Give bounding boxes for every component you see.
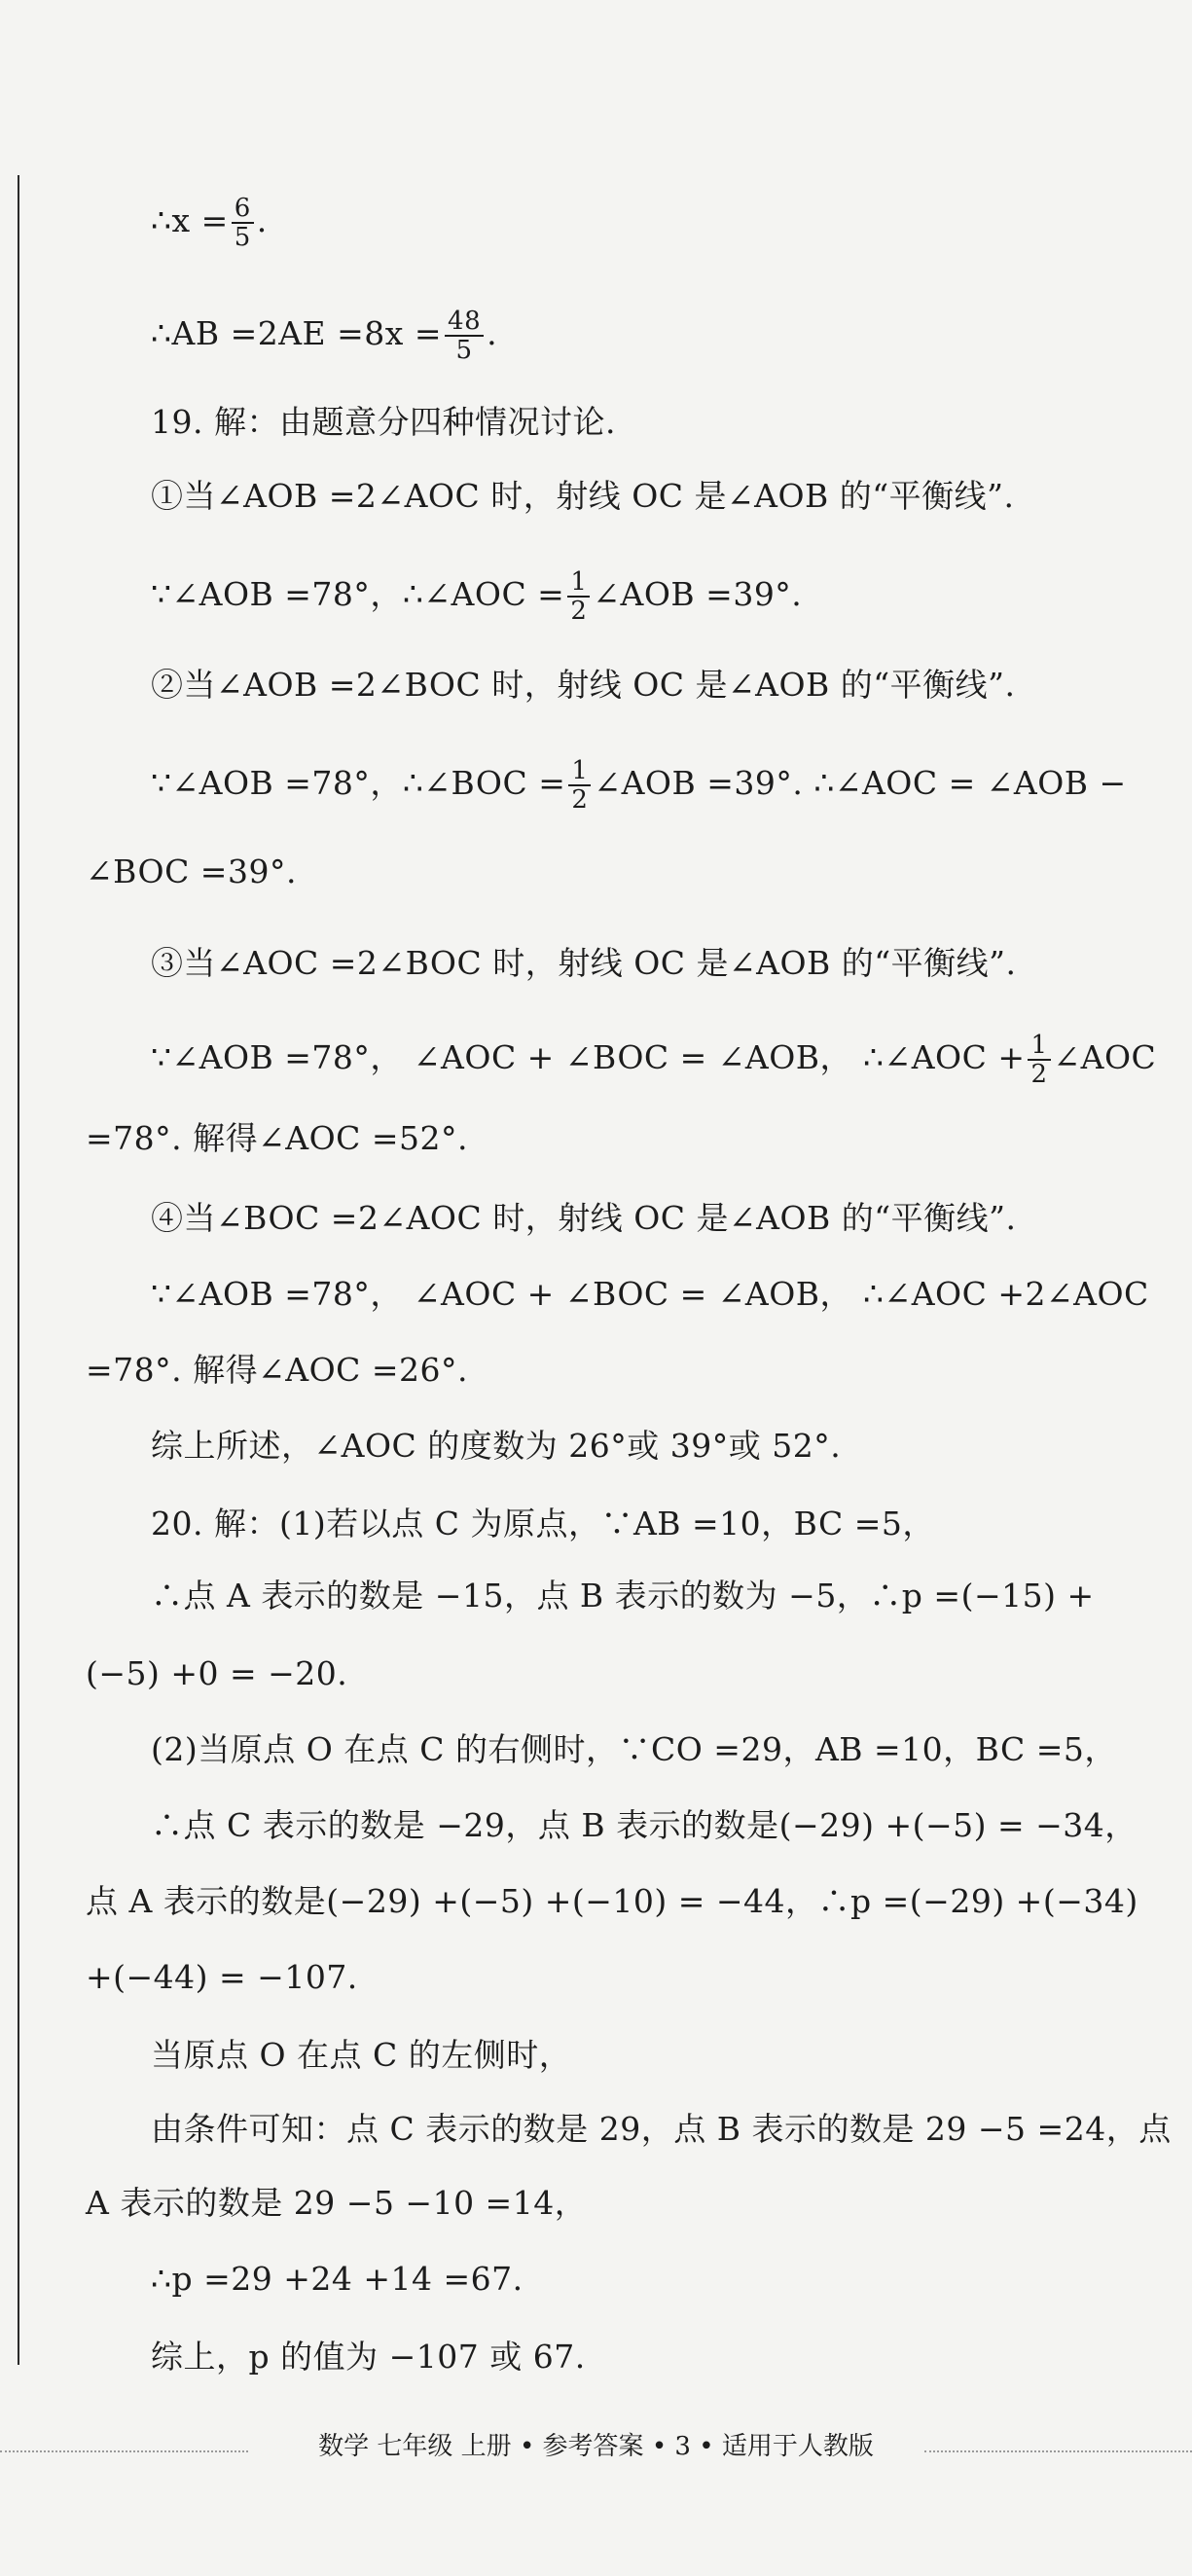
fraction-denominator: 5 bbox=[455, 336, 473, 365]
text-line bbox=[86, 1958, 358, 1997]
text-line bbox=[151, 1730, 1117, 1769]
line-text: 由条件可知：点 C 表示的数是 29，点 B 表示的数是 29 −5 =24，点 bbox=[151, 2110, 1172, 2148]
line-text: 综上所述，∠AOC 的度数为 26°或 39°或 52°. bbox=[151, 1427, 842, 1465]
fraction-denominator: 5 bbox=[234, 223, 251, 252]
text-line bbox=[151, 1275, 1149, 1314]
text-line bbox=[151, 2036, 571, 2075]
line-text: ①当∠AOB =2∠AOC 时，射线 OC 是∠AOB 的“平衡线”. bbox=[151, 477, 1015, 515]
line-text: ∴点 C 表示的数是 −29，点 B 表示的数是(−29) +(−5) = −34， bbox=[151, 1806, 1138, 1844]
line-text: ∠BOC =39°. bbox=[86, 853, 297, 890]
fraction-numerator: 48 bbox=[445, 308, 484, 337]
line-text: ∵∠AOB =78°，∴∠AOC = bbox=[151, 575, 565, 613]
text-line bbox=[151, 1199, 1017, 1238]
text-line bbox=[86, 2184, 587, 2223]
line-text: ③当∠AOC =2∠BOC 时，射线 OC 是∠AOB 的“平衡线”. bbox=[151, 944, 1017, 982]
fraction-denominator: 2 bbox=[570, 597, 588, 626]
text-line bbox=[86, 1351, 468, 1390]
fraction-denominator: 2 bbox=[1030, 1060, 1048, 1089]
fraction-numerator: 1 bbox=[1028, 1032, 1050, 1061]
text-line bbox=[151, 944, 1017, 983]
line-text: A 表示的数是 29 −5 −10 =14， bbox=[86, 2184, 588, 2222]
footer-text: 数学 七年级 上册 • 参考答案 • 3 • 适用于人教版 bbox=[305, 2430, 887, 2463]
line-text: 当原点 O 在点 C 的左侧时， bbox=[151, 2036, 572, 2074]
text-line bbox=[151, 2338, 586, 2376]
fraction-numerator: 1 bbox=[568, 757, 591, 786]
line-text: ∴x = bbox=[151, 201, 229, 239]
fraction bbox=[1028, 1032, 1050, 1088]
line-text: ④当∠BOC =2∠AOC 时，射线 OC 是∠AOB 的“平衡线”. bbox=[151, 1199, 1017, 1237]
line-text: ∵∠AOB =78°，∴∠BOC = bbox=[151, 764, 566, 802]
line-text: 20. 解：(1)若以点 C 为原点，∵AB =10，BC =5， bbox=[151, 1505, 935, 1542]
text-line bbox=[151, 403, 616, 442]
text-line bbox=[151, 1505, 935, 1543]
text-line bbox=[151, 308, 497, 364]
line-text-after: ∠AOC bbox=[1053, 1038, 1157, 1076]
line-text: ∵∠AOB =78°， ∠AOC + ∠BOC = ∠AOB， ∴∠AOC + bbox=[151, 1038, 1026, 1076]
line-text: 19. 解：由题意分四种情况讨论. bbox=[151, 403, 616, 441]
text-line bbox=[151, 757, 1127, 814]
text-line bbox=[86, 1119, 468, 1158]
line-text: ∴点 A 表示的数是 −15，点 B 表示的数为 −5，∴p =(−15) + bbox=[151, 1577, 1095, 1615]
text-line bbox=[151, 1032, 1156, 1088]
line-text: +(−44) = −107. bbox=[86, 1958, 358, 1996]
line-text: (2)当原点 O 在点 C 的右侧时，∵CO =29，AB =10，BC =5， bbox=[151, 1730, 1117, 1768]
text-line bbox=[151, 195, 268, 251]
page-footer bbox=[0, 2430, 1192, 2463]
text-line bbox=[151, 1577, 1095, 1615]
line-text: (−5) +0 = −20. bbox=[86, 1654, 348, 1692]
text-line bbox=[151, 2110, 1172, 2149]
line-text: ∵∠AOB =78°， ∠AOC + ∠BOC = ∠AOB， ∴∠AOC +2∠AOC bbox=[151, 1275, 1149, 1313]
text-line bbox=[151, 666, 1016, 705]
line-text-after: . bbox=[256, 201, 268, 239]
line-text: 点 A 表示的数是(−29) +(−5) +(−10) = −44，∴p =(−29) +(−34) bbox=[86, 1882, 1138, 1920]
fraction-numerator: 6 bbox=[232, 195, 254, 224]
text-line bbox=[151, 2260, 524, 2299]
line-text: ∴p =29 +24 +14 =67. bbox=[151, 2260, 524, 2298]
fraction bbox=[232, 195, 254, 251]
text-line bbox=[151, 1427, 841, 1466]
fraction bbox=[567, 568, 590, 625]
fraction bbox=[568, 757, 591, 814]
fraction bbox=[445, 308, 484, 364]
line-text-after: . bbox=[487, 314, 498, 352]
line-text: =78°. 解得∠AOC =26°. bbox=[86, 1351, 469, 1389]
text-line bbox=[151, 477, 1015, 516]
text-line bbox=[86, 1882, 1138, 1921]
line-text: ②当∠AOB =2∠BOC 时，射线 OC 是∠AOB 的“平衡线”. bbox=[151, 666, 1016, 704]
text-line bbox=[86, 853, 297, 891]
text-line bbox=[151, 1806, 1138, 1845]
line-text: =78°. 解得∠AOC =52°. bbox=[86, 1119, 469, 1157]
left-margin-rule bbox=[18, 175, 19, 2365]
line-text: 综上，p 的值为 −107 或 67. bbox=[151, 2338, 586, 2376]
line-text-after: ∠AOB =39°. bbox=[593, 575, 803, 613]
fraction-denominator: 2 bbox=[571, 785, 589, 815]
text-line bbox=[151, 568, 802, 625]
line-text-after: ∠AOB =39°. ∴∠AOC = ∠AOB − bbox=[594, 764, 1127, 802]
text-line bbox=[86, 1654, 347, 1693]
fraction-numerator: 1 bbox=[567, 568, 590, 598]
line-text: ∴AB =2AE =8x = bbox=[151, 314, 443, 352]
